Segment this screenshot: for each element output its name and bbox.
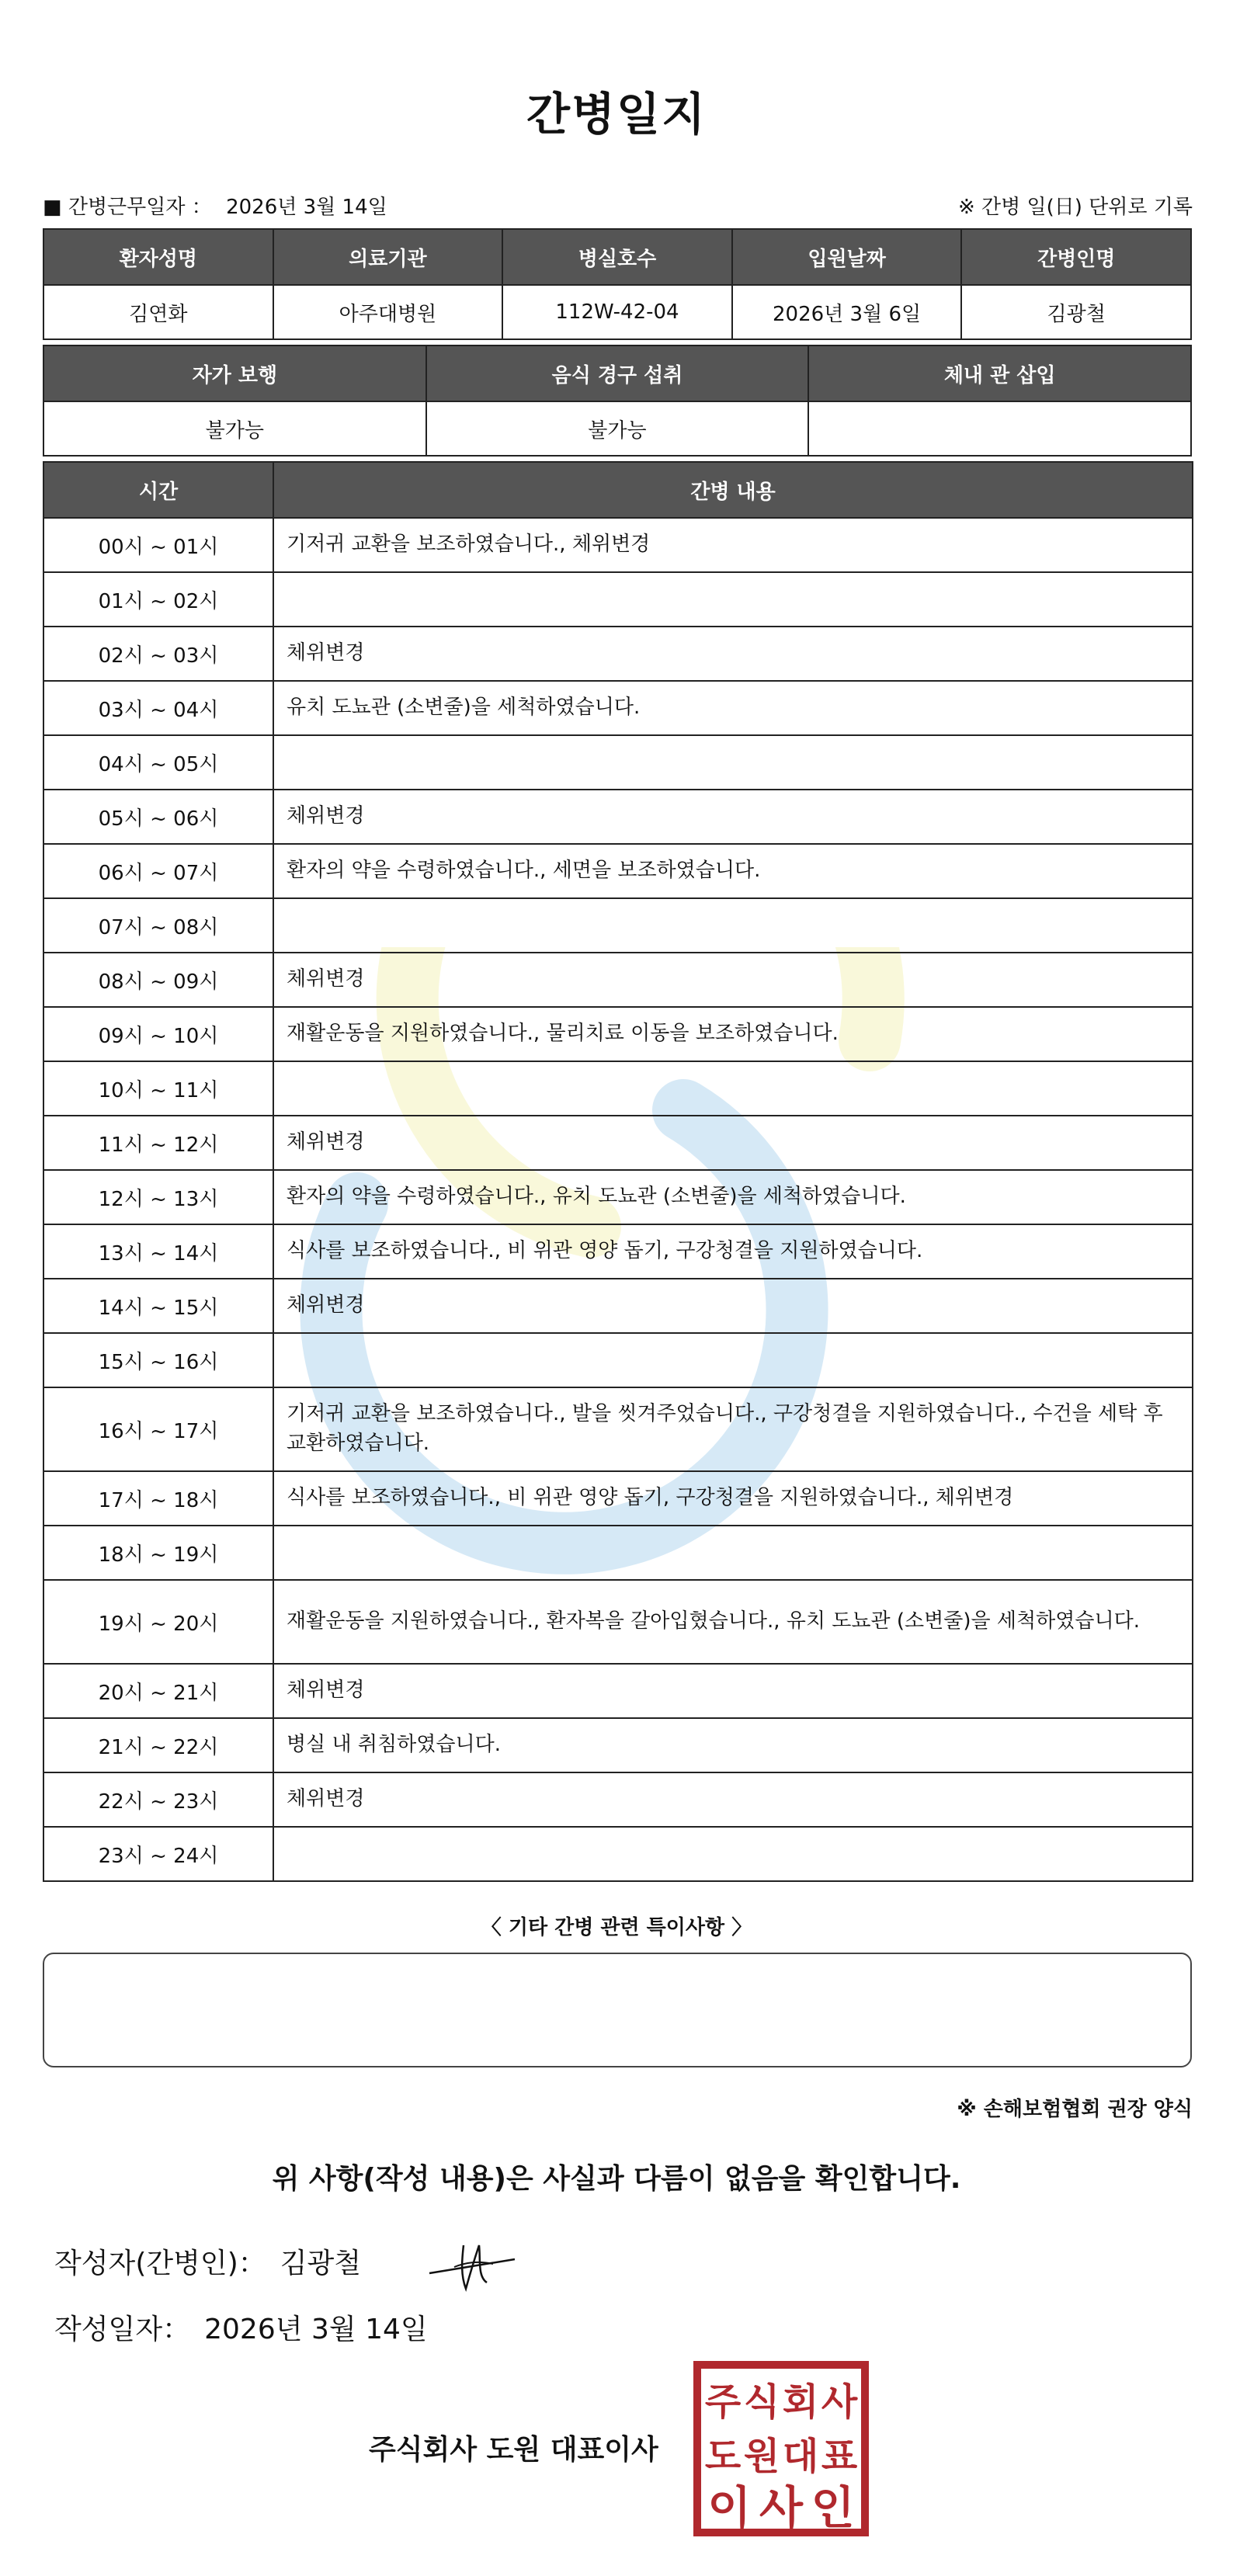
care-log-row [43, 1007, 1193, 1061]
care-log-content: 재활운동을 지원하였습니다., 환자복을 갈아입혔습니다., 유치 도뇨관 (소변줄)을 세척하였습니다. [273, 1580, 1193, 1664]
care-log-content: 유치 도뇨관 (소변줄)을 세척하였습니다. [273, 681, 1193, 735]
header-caregiver-name: 간병인명 [961, 229, 1191, 285]
care-log-content [273, 1526, 1193, 1580]
hospital-name: 아주대병원 [273, 285, 503, 339]
care-log-content: 체위변경 [273, 627, 1193, 681]
seal-character: 사 [759, 2481, 804, 2534]
care-log-time: 05시 ~ 06시 [43, 790, 273, 844]
care-log-time: 03시 ~ 04시 [43, 681, 273, 735]
care-log-row [43, 790, 1193, 844]
writer-label: 작성자(간병인)： [54, 2248, 266, 2279]
care-log-content [273, 735, 1193, 790]
header-oral-intake: 음식 경구 섭취 [426, 345, 809, 401]
admission-date: 2026년 3월 6일 [732, 285, 962, 339]
care-log-time: 01시 ~ 02시 [43, 572, 273, 627]
seal-character: 인 [811, 2481, 855, 2534]
care-log-body [43, 518, 1193, 1881]
patient-name: 김연화 [43, 285, 273, 339]
care-log-row [43, 1526, 1193, 1580]
written-date-line [54, 2307, 428, 2347]
care-log-row [43, 1827, 1193, 1881]
patient-info-header-row [43, 229, 1191, 285]
care-log-content: 체위변경 [273, 790, 1193, 844]
care-log-time: 02시 ~ 03시 [43, 627, 273, 681]
seal-character: 도 [704, 2435, 742, 2478]
care-log-content: 체위변경 [273, 1664, 1193, 1718]
care-log-time: 19시 ~ 20시 [43, 1580, 273, 1664]
care-log-content: 기저귀 교환을 보조하였습니다., 발을 씻겨주었습니다., 구강청결을 지원하였습니다., 수건을 세탁 후 교환하였습니다. [273, 1387, 1193, 1471]
care-log-row [43, 1471, 1193, 1526]
care-log-content: 기저귀 교환을 보조하였습니다., 체위변경 [273, 518, 1193, 572]
care-log-content: 환자의 약을 수령하였습니다., 유치 도뇨관 (소변줄)을 세척하였습니다. [273, 1170, 1193, 1224]
care-log-row [43, 1718, 1193, 1772]
care-log-content: 재활운동을 지원하였습니다., 물리치료 이동을 보조하였습니다. [273, 1007, 1193, 1061]
care-log-time: 15시 ~ 16시 [43, 1333, 273, 1387]
work-date-value: 2026년 3월 14일 [226, 196, 387, 219]
care-log-time: 18시 ~ 19시 [43, 1526, 273, 1580]
seal-character: 사 [821, 2380, 858, 2424]
care-log-time: 22시 ~ 23시 [43, 1772, 273, 1827]
care-log-content [273, 898, 1193, 953]
care-log-row [43, 735, 1193, 790]
care-log-time: 20시 ~ 21시 [43, 1664, 273, 1718]
care-log-content: 체위변경 [273, 953, 1193, 1007]
care-log-row [43, 1116, 1193, 1170]
care-log-row [43, 1224, 1193, 1279]
tube-insertion-value [808, 401, 1191, 456]
care-log-content: 체위변경 [273, 1279, 1193, 1333]
written-date-label: 작성일자： [54, 2314, 191, 2345]
work-date-line [43, 191, 387, 220]
care-log-time: 14시 ~ 15시 [43, 1279, 273, 1333]
care-log-header-row [43, 462, 1193, 518]
care-log-content [273, 1333, 1193, 1387]
status-header-row [43, 345, 1191, 401]
care-log-time: 11시 ~ 12시 [43, 1116, 273, 1170]
header-hospital: 의료기관 [273, 229, 503, 285]
patient-info-table [43, 228, 1192, 340]
care-log-row [43, 953, 1193, 1007]
care-log-time: 09시 ~ 10시 [43, 1007, 273, 1061]
care-log-row [43, 1061, 1193, 1116]
care-log-row [43, 1580, 1193, 1664]
room-number: 112W-42-04 [502, 285, 732, 339]
remarks-box [43, 1953, 1192, 2067]
seal-character: 이 [707, 2481, 752, 2534]
care-log-time: 12시 ~ 13시 [43, 1170, 273, 1224]
oral-intake-value: 불가능 [426, 401, 809, 456]
self-walking-value: 불가능 [43, 401, 426, 456]
care-log-row [43, 572, 1193, 627]
care-log-content: 체위변경 [273, 1772, 1193, 1827]
care-log-time: 13시 ~ 14시 [43, 1224, 273, 1279]
care-log-time: 00시 ~ 01시 [43, 518, 273, 572]
patient-status-table [43, 345, 1192, 457]
care-log-content: 병실 내 취침하였습니다. [273, 1718, 1193, 1772]
care-log-content [273, 1827, 1193, 1881]
patient-info-value-row [43, 285, 1191, 339]
care-log-time: 08시 ~ 09시 [43, 953, 273, 1007]
form-source-note: ※ 손해보험협회 권장 양식 [957, 2098, 1193, 2121]
header-self-walking: 자가 보행 [43, 345, 426, 401]
confirmation-statement: 위 사항(작성 내용)은 사실과 다름이 없음을 확인합니다. [272, 2163, 961, 2195]
header-patient-name: 환자성명 [43, 229, 273, 285]
care-log-row [43, 518, 1193, 572]
care-log-content: 식사를 보조하였습니다., 비 위관 영양 돕기, 구강청결을 지원하였습니다., 체위변경 [273, 1471, 1193, 1526]
remarks-title: 〈 기타 간병 관련 특이사항 〉 [481, 1916, 752, 1939]
seal-character: 표 [821, 2435, 858, 2478]
seal-character: 식 [743, 2380, 780, 2424]
header-admission-date: 입원날짜 [732, 229, 962, 285]
care-log-row [43, 1772, 1193, 1827]
care-log-row [43, 844, 1193, 898]
seal-character: 회 [782, 2380, 819, 2424]
company-representative: 주식회사 도원 대표이사 [369, 2434, 658, 2466]
care-log-time: 10시 ~ 11시 [43, 1061, 273, 1116]
care-log-time: 06시 ~ 07시 [43, 844, 273, 898]
care-log-time: 23시 ~ 24시 [43, 1827, 273, 1881]
care-log-row [43, 1664, 1193, 1718]
header-tube-insertion: 체내 관 삽입 [808, 345, 1191, 401]
page-title: 간병일지 [526, 88, 707, 141]
care-log-content: 환자의 약을 수령하였습니다., 세면을 보조하였습니다. [273, 844, 1193, 898]
care-log-row [43, 898, 1193, 953]
care-log-row [43, 627, 1193, 681]
writer-name: 김광철 [280, 2248, 362, 2279]
header-time: 시간 [43, 462, 273, 518]
care-log-time: 17시 ~ 18시 [43, 1471, 273, 1526]
seal-character: 대 [782, 2435, 819, 2478]
seal-character: 원 [743, 2435, 780, 2478]
care-log-row [43, 1333, 1193, 1387]
caregiver-name: 김광철 [961, 285, 1191, 339]
care-log-content [273, 1061, 1193, 1116]
header-care-content: 간병 내용 [273, 462, 1193, 518]
care-log-content: 체위변경 [273, 1116, 1193, 1170]
care-log-row [43, 1170, 1193, 1224]
care-log-row [43, 681, 1193, 735]
unit-note: ※ 간병 일(日) 단위로 기록 [957, 196, 1193, 219]
care-log-row [43, 1279, 1193, 1333]
care-log-time: 21시 ~ 22시 [43, 1718, 273, 1772]
care-log-time: 04시 ~ 05시 [43, 735, 273, 790]
company-seal-icon [693, 2360, 870, 2537]
care-log-table [43, 461, 1193, 1882]
seal-character: 주 [704, 2380, 742, 2424]
written-date-value: 2026년 3월 14일 [204, 2314, 428, 2345]
work-date-label: ■ 간병근무일자 ： [43, 196, 212, 219]
header-room-number: 병실호수 [502, 229, 732, 285]
care-log-row [43, 1387, 1193, 1471]
writer-line [54, 2241, 361, 2281]
care-log-content [273, 572, 1193, 627]
care-log-time: 16시 ~ 17시 [43, 1387, 273, 1471]
status-value-row [43, 401, 1191, 456]
care-log-time: 07시 ~ 08시 [43, 898, 273, 953]
care-log-content: 식사를 보조하였습니다., 비 위관 영양 돕기, 구강청결을 지원하였습니다. [273, 1224, 1193, 1279]
signature-icon [423, 2228, 524, 2298]
